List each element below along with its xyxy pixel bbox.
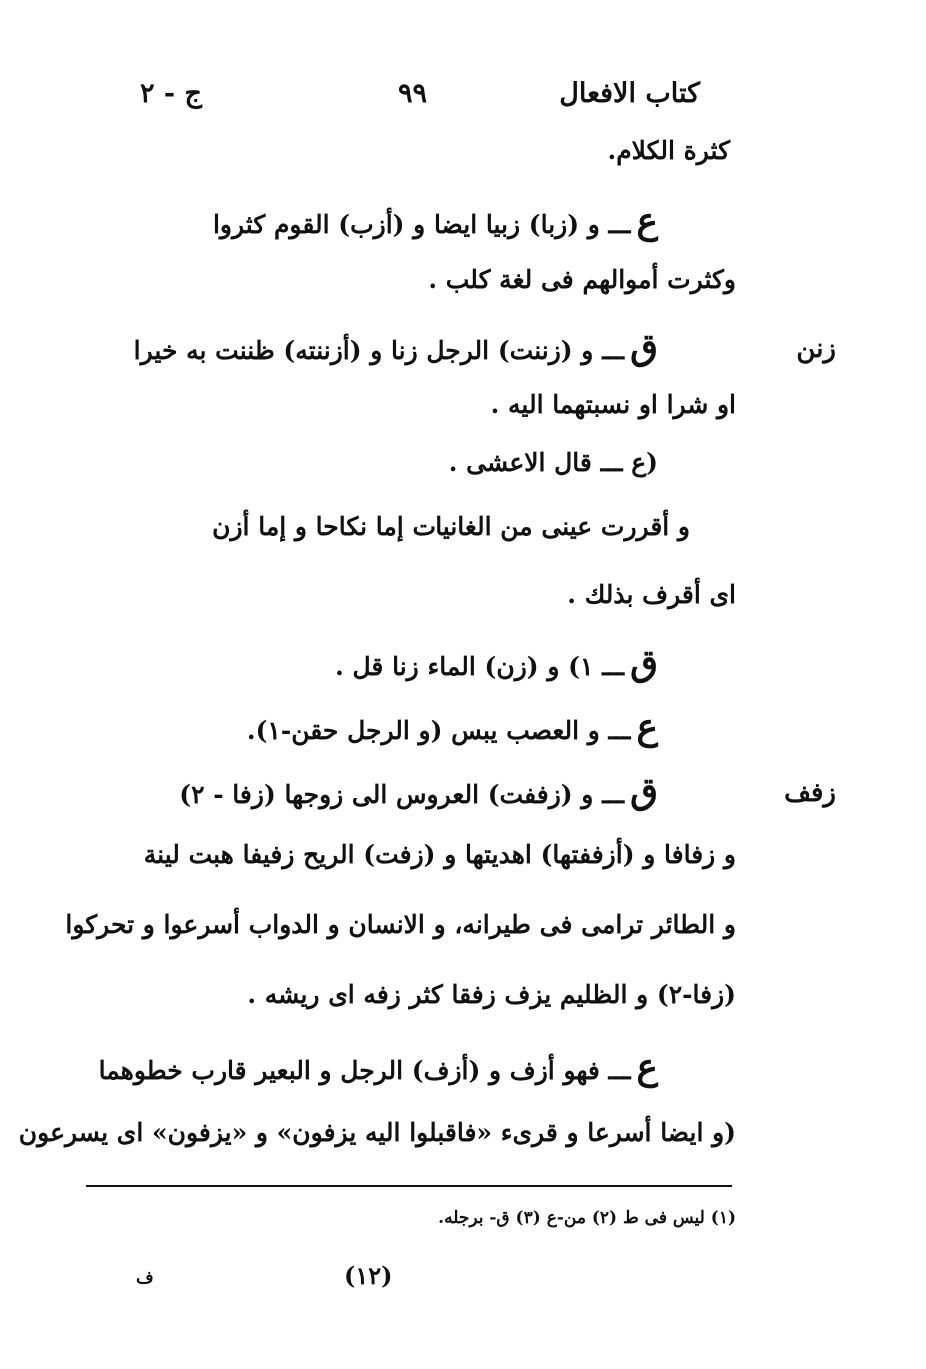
entry-text: ـــ فهو أزف و (أزف) الرجل و البعير قارب خطوهما xyxy=(98,1056,631,1085)
text-line-2 xyxy=(213,200,658,243)
book-title: كتاب الافعال xyxy=(559,78,700,109)
text-line-15 xyxy=(99,1046,658,1089)
text-line-8: اى أقرف بذلك . xyxy=(567,580,736,609)
corner-mark: ف xyxy=(136,1268,154,1288)
signature-number: (١٢) xyxy=(344,1261,393,1290)
source-mark: ق xyxy=(630,770,658,812)
text-line-1: كثرة الكلام. xyxy=(607,136,730,165)
text-line-4 xyxy=(134,326,658,369)
text-line-12: و زفافا و (أزففتها) اهديتها و (زفت) الريح زفيفا هبت لينة xyxy=(143,840,736,869)
source-mark: ع xyxy=(636,200,658,242)
entry-text: ـــ و العصب يبس (و الرجل حقن-١). xyxy=(246,716,631,745)
part-number: ج - ٢ xyxy=(140,78,202,109)
entry-text: ـــ و (زننت) الرجل زنا و (أزننته) ظننت به خيرا xyxy=(133,336,625,365)
margin-entry-zanana: زنن xyxy=(796,334,836,364)
source-mark: ع xyxy=(636,1046,658,1088)
source-mark: ق xyxy=(630,326,658,368)
text-line-11 xyxy=(179,770,658,813)
page-number: ٩٩ xyxy=(398,78,428,109)
verse-second-hemistich: ت إما نكاحا و إما أزن xyxy=(212,512,436,541)
entry-text: ـــ و (زبا) زبيا ايضا و (أزب) القوم كثروا xyxy=(212,210,631,239)
margin-entry-zafafa: زفف xyxy=(784,778,836,808)
entry-text: ـــ و (زففت) العروس الى زوجها (زفا - ٢) xyxy=(179,780,625,809)
entry-text: ـــ ١) و (زن) الماء زنا قل . xyxy=(335,652,625,681)
source-mark: ع xyxy=(636,706,658,748)
text-line-9 xyxy=(335,642,658,685)
text-line-14: (زفا-٢) و الظليم يزف زفقا كثر زفه اى ريشه . xyxy=(247,980,736,1009)
footnote-rule xyxy=(86,1185,732,1187)
source-mark: ق xyxy=(630,642,658,684)
text-line-3: وكثرت أموالهم فى لغة كلب . xyxy=(428,265,736,294)
text-line-6: (ع ـــ قال الاعشى . xyxy=(448,448,658,477)
footnote: (١) ليس فى ط (٢) من-ع (٣) ق- برجله. xyxy=(438,1208,736,1228)
text-line-5: او شرا او نسبتهما اليه . xyxy=(490,390,736,419)
text-line-10 xyxy=(247,706,658,749)
text-line-16: (و ايضا أسرعا و قرىء «فاقبلوا اليه يزفون» و «يزفون» اى يسرعون xyxy=(18,1118,736,1147)
text-line-13: و الطائر ترامى فى طيرانه، و الانسان و الدواب أسرعوا و تحركوا xyxy=(65,910,736,939)
verse-first-hemistich: و أقررت عينى من الغانيا xyxy=(435,512,690,541)
